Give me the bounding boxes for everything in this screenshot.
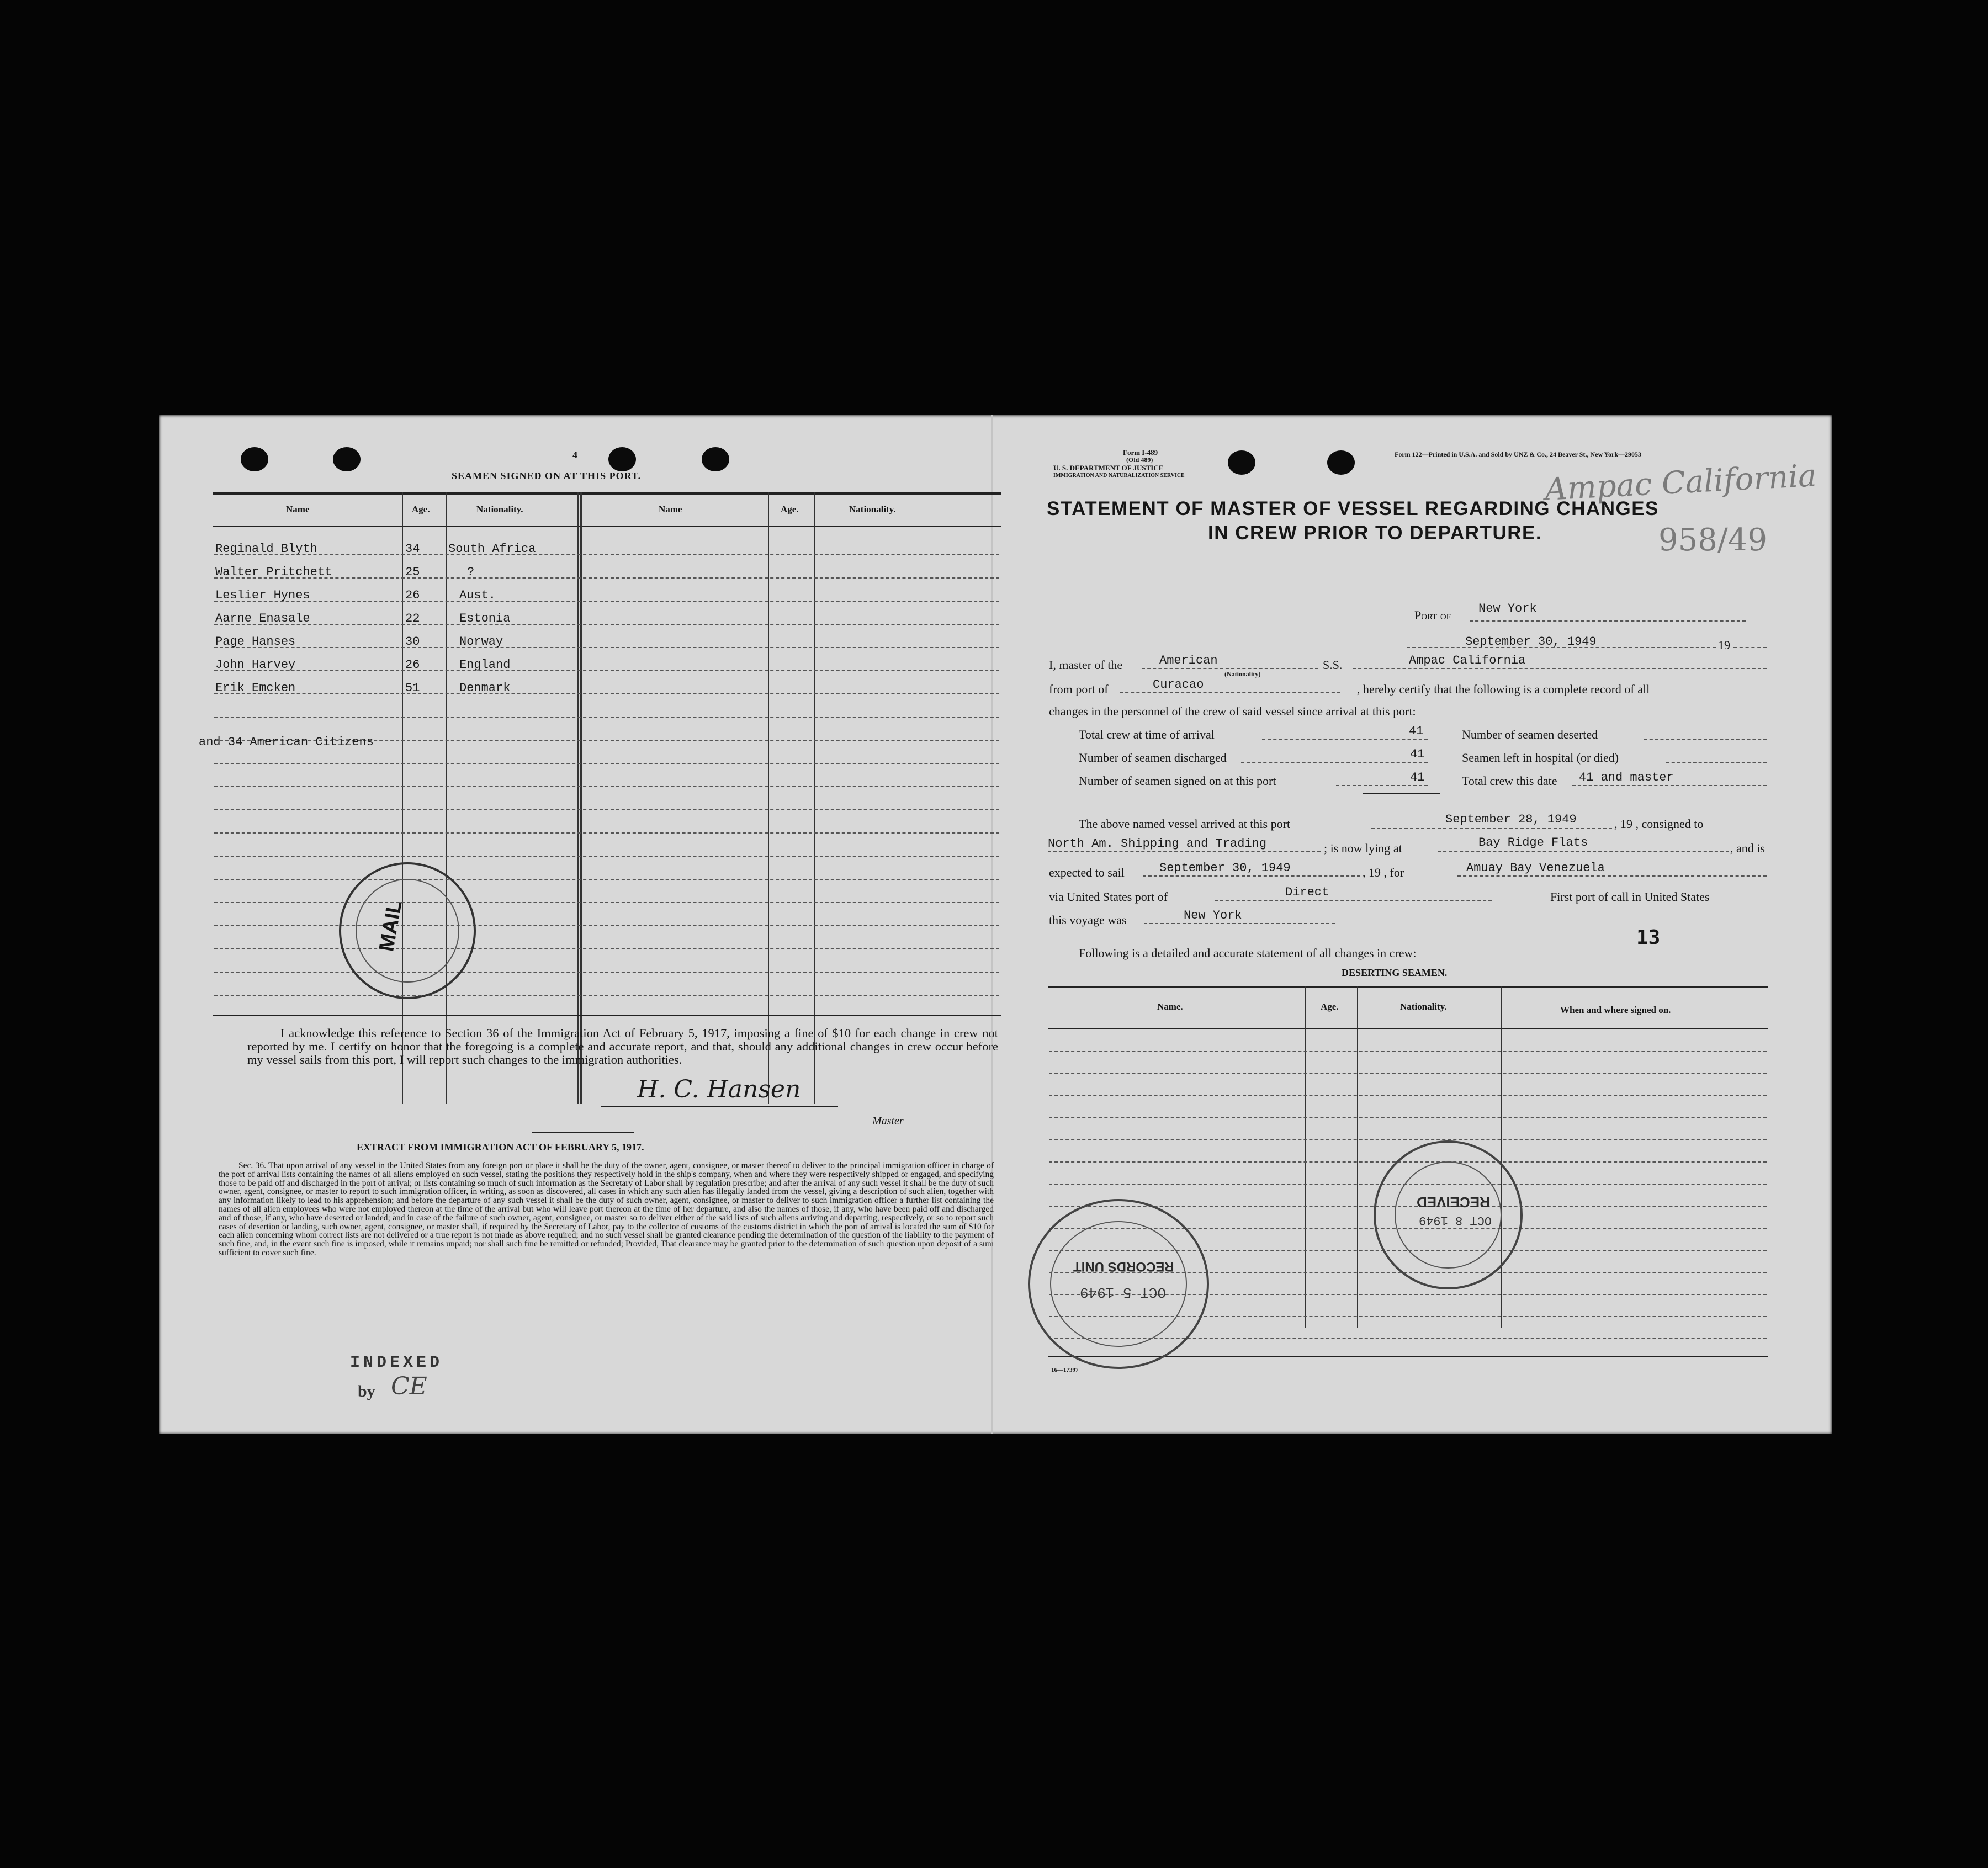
deserting-table-rule	[1049, 1095, 1767, 1096]
ss-label: S.S.	[1323, 658, 1343, 672]
table-row-nationality: Denmark	[459, 681, 511, 695]
indexed-stamp: INDEXED	[350, 1354, 443, 1372]
records-stamp-date: OCT 5 1949	[1080, 1284, 1167, 1301]
table-row-name: Erik Emcken	[215, 681, 296, 695]
table-rule	[214, 554, 999, 555]
deserting-header-when-where: When and where signed on.	[1560, 1005, 1671, 1015]
discharged-label: Number of seamen discharged	[1079, 751, 1227, 765]
table-row-nationality: Norway	[459, 635, 503, 649]
document-title-line-2: IN CREW PRIOR TO DEPARTURE.	[1208, 522, 1542, 544]
table-rule	[214, 856, 999, 857]
page-number: 4	[572, 449, 577, 460]
punch-hole	[1327, 450, 1355, 475]
stamped-number: 13	[1636, 926, 1661, 949]
table-rule	[214, 879, 999, 880]
table-rule	[214, 832, 999, 834]
received-stamp-text: RECEIVED	[1417, 1194, 1490, 1211]
printer-note: Form 122—Printed in U.S.A. and Sold by UNZ & Co., 24 Beaver St., New York—29053	[1395, 450, 1642, 458]
and-is-label: , and is	[1730, 841, 1765, 855]
table-rule	[214, 902, 999, 903]
records-unit-stamp	[1028, 1199, 1209, 1369]
table-rule	[214, 624, 999, 625]
received-stamp-date: OCT 8 1949	[1419, 1213, 1492, 1227]
table-row-age: 25	[405, 565, 420, 579]
table-row-age: 26	[405, 588, 420, 602]
deserting-table-rule	[1049, 1051, 1767, 1052]
via-label: via United States port of	[1049, 890, 1168, 904]
column-header-name-2: Name	[659, 504, 682, 514]
deserting-header-name: Name.	[1157, 1001, 1183, 1012]
pencil-vessel-note: Ampac California	[1544, 458, 1817, 508]
punch-hole	[608, 447, 636, 471]
lying-label: ; is now lying at	[1324, 841, 1402, 855]
table-row-age: 22	[405, 612, 420, 625]
citizens-note: and 34 American Citizens	[199, 735, 374, 749]
mail-stamp	[339, 862, 476, 999]
column-header-nationality-2: Nationality.	[849, 504, 896, 514]
table-rule	[214, 670, 999, 671]
column-header-age-2: Age.	[781, 504, 799, 514]
deserting-title: DESERTING SEAMEN.	[1342, 967, 1448, 978]
document-sheet	[159, 415, 1832, 1434]
master-of-label: I, master of the	[1049, 658, 1123, 672]
date-value: September 30, 1949	[1465, 635, 1597, 649]
total-date-label: Total crew this date	[1462, 774, 1557, 788]
total-arrival-value: 41	[1409, 724, 1424, 738]
total-date-value: 41 and master	[1579, 771, 1674, 784]
lying-value: Bay Ridge Flats	[1478, 836, 1588, 850]
nationality-value: American	[1159, 654, 1218, 667]
discharged-value: 41	[1410, 747, 1425, 761]
table-rule	[214, 786, 999, 787]
voyage-value: New York	[1184, 909, 1242, 922]
table-row-name: Walter Pritchett	[215, 565, 332, 579]
column-header-name: Name	[286, 504, 310, 514]
table-rule	[214, 925, 999, 926]
deserting-header-nationality: Nationality.	[1400, 1001, 1447, 1012]
table-row-nationality: Aust.	[459, 588, 496, 602]
records-stamp-text: RECORDS UNIT	[1073, 1259, 1174, 1274]
arrived-label: The above named vessel arrived at this port	[1079, 817, 1291, 831]
hospital-label: Seamen left in hospital (or died)	[1462, 751, 1619, 765]
deserted-label: Number of seamen deserted	[1462, 728, 1598, 741]
table-rule	[214, 717, 999, 718]
extract-title: EXTRACT FROM IMMIGRATION ACT OF FEBRUARY 5, 1917.	[357, 1142, 644, 1153]
table-rule	[214, 577, 999, 579]
first-port-label: First port of call in United States	[1550, 890, 1710, 904]
signature-title: Master	[872, 1115, 904, 1127]
punch-hole	[241, 447, 268, 471]
table-row-nationality: England	[459, 658, 511, 672]
port-value: New York	[1478, 602, 1537, 615]
consigned-label: , 19 , consigned to	[1614, 817, 1704, 831]
table-row-name: Page Hanses	[215, 635, 296, 649]
table-rule	[214, 809, 999, 810]
table-row-nationality: South Africa	[448, 542, 536, 556]
received-stamp	[1374, 1140, 1523, 1289]
table-row-name: Leslier Hynes	[215, 588, 310, 602]
signed-on-label: Number of seamen signed on at this port	[1079, 774, 1276, 788]
pencil-number-note: 958/49	[1658, 522, 1768, 558]
document-title-line-1: STATEMENT OF MASTER OF VESSEL REGARDING CHANGES	[1047, 498, 1659, 519]
table-rule	[214, 972, 999, 973]
table-row-nationality: Estonia	[459, 612, 511, 625]
deserting-table-rule	[1049, 1073, 1767, 1074]
signed-on-value: 41	[1410, 771, 1425, 784]
section-title: SEAMEN SIGNED ON AT THIS PORT.	[452, 470, 642, 481]
page-fold	[991, 415, 993, 1434]
footer-code: 16—17397	[1051, 1367, 1079, 1373]
table-row-name: Reginald Blyth	[215, 542, 317, 556]
changes-text: changes in the personnel of the crew of said vessel since arrival at this port:	[1049, 704, 1416, 718]
table-row-name: John Harvey	[215, 658, 296, 672]
column-header-nationality: Nationality.	[476, 504, 523, 514]
table-rule	[214, 647, 999, 648]
form-number: Form I-489	[1123, 448, 1158, 457]
via-value: Direct	[1285, 885, 1329, 899]
mail-stamp-text: MAIL	[375, 899, 407, 953]
table-row-name: Aarne Enasale	[215, 612, 310, 625]
indexed-by-label: by	[358, 1382, 375, 1400]
master-signature: H. C. Hansen	[637, 1075, 801, 1103]
voyage-label: this voyage was	[1049, 913, 1127, 927]
for-label: , 19 , for	[1363, 866, 1404, 879]
following-text: Following is a detailed and accurate statement of all changes in crew:	[1079, 946, 1417, 960]
expected-value: September 30, 1949	[1159, 861, 1291, 875]
punch-hole	[702, 447, 729, 471]
table-row-age: 26	[405, 658, 420, 672]
form-old: (Old 489)	[1126, 456, 1153, 464]
consignee-value: North Am. Shipping and Trading	[1048, 837, 1267, 851]
punch-hole	[333, 447, 361, 471]
acknowledgment-text: I acknowledge this reference to Section 36 of the Immigration Act of February 5, 1917, imposing a fine of $10 for each change in crew not reported by me. I certify on honor that the foregoing is a complete and accurate report, and that, should any additional changes in crew occur before my vessel sails from this port, I will report such changes to the immigration authorities.	[247, 1026, 998, 1066]
punch-hole	[1228, 450, 1255, 475]
table-rule	[214, 948, 999, 949]
extract-text: Sec. 36. That upon arrival of any vessel in the United States from any foreign port or place it shall be the duty of the owner, agent, consignee, or master thereof to deliver to the principal immigration officer in charge of the port of arrival lists containing the names of all aliens employed on such vessel, stating the positions they respectively hold in the ship's company, when and where they were respectively shipped or engaged, and specifying those to be paid off and discharged in the port of arrival; or lists containing so much of such information as the Secretary of Labor shall by regulation prescribe; and after the arrival of any such vessel it shall be the duty of such owner, agent, consignee, or master to report to such immigration officer, in writing, as soon as discovered, all cases in which any such alien has illegally landed from the vessel, giving a description of such alien, together with any information likely to lead to his apprehension; and before the departure of any such vessel it shall be the duty of such owner, agent, consignee, or master to deliver to such immigration officer a further list containing the names of all alien employees who were not employed thereon at the time of the arrival but who will leave port thereon at the time of her departure, and also the names of those, if any, who have been paid off and discharged and of those, if any, who have deserted or landed; and in case of the failure of such owner, agent, consignee, or master so to deliver either of the said lists of such aliens arriving and departing, respectively, or so to report such cases of desertion or landing, such owner, agent, consignee, or master shall, if required by the Secretary of Labor, pay to the collector of customs of the customs district in which the port of arrival is located the sum of $10 for each alien concerning whom correct lists are not delivered or a true report is not made as above required; and no such vessel shall be granted clearance pending the determination of the question of the liability to the payment of such fine, and, in the event such fine is imposed, while it remains unpaid; nor shall such fine be remitted or refunded; Provided, That clearance may be granted prior to the determination of such question upon deposit of a sum sufficient to cover such fine.	[219, 1161, 994, 1257]
deserting-header-age: Age.	[1321, 1001, 1339, 1012]
certify-text: , hereby certify that the following is a complete record of all	[1357, 682, 1650, 696]
table-row-nationality: ?	[467, 565, 475, 579]
total-arrival-label: Total crew at time of arrival	[1079, 728, 1215, 741]
table-rule	[214, 601, 999, 602]
service-label: IMMIGRATION AND NATURALIZATION SERVICE	[1053, 473, 1185, 479]
destination-value: Amuay Bay Venezuela	[1466, 861, 1605, 875]
expected-label: expected to sail	[1049, 866, 1125, 879]
vessel-value: Ampac California	[1409, 654, 1526, 667]
table-rule	[214, 995, 999, 996]
column-header-age: Age.	[412, 504, 430, 514]
port-label: Port of	[1414, 608, 1451, 622]
date-suffix: 19	[1718, 638, 1730, 652]
from-port-label: from port of	[1049, 682, 1109, 696]
department-label: U. S. DEPARTMENT OF JUSTICE	[1053, 464, 1164, 472]
table-row-age: 34	[405, 542, 420, 556]
table-row-age: 51	[405, 681, 420, 695]
deserting-table-rule	[1049, 1117, 1767, 1118]
table-row-age: 30	[405, 635, 420, 649]
deserting-table-rule	[1049, 1139, 1767, 1140]
table-rule	[214, 693, 999, 694]
nationality-caption: (Nationality)	[1224, 670, 1261, 678]
from-port-value: Curacao	[1153, 678, 1204, 692]
arrived-value: September 28, 1949	[1445, 813, 1577, 826]
table-rule	[214, 763, 999, 764]
indexed-initials: CE	[391, 1372, 427, 1400]
